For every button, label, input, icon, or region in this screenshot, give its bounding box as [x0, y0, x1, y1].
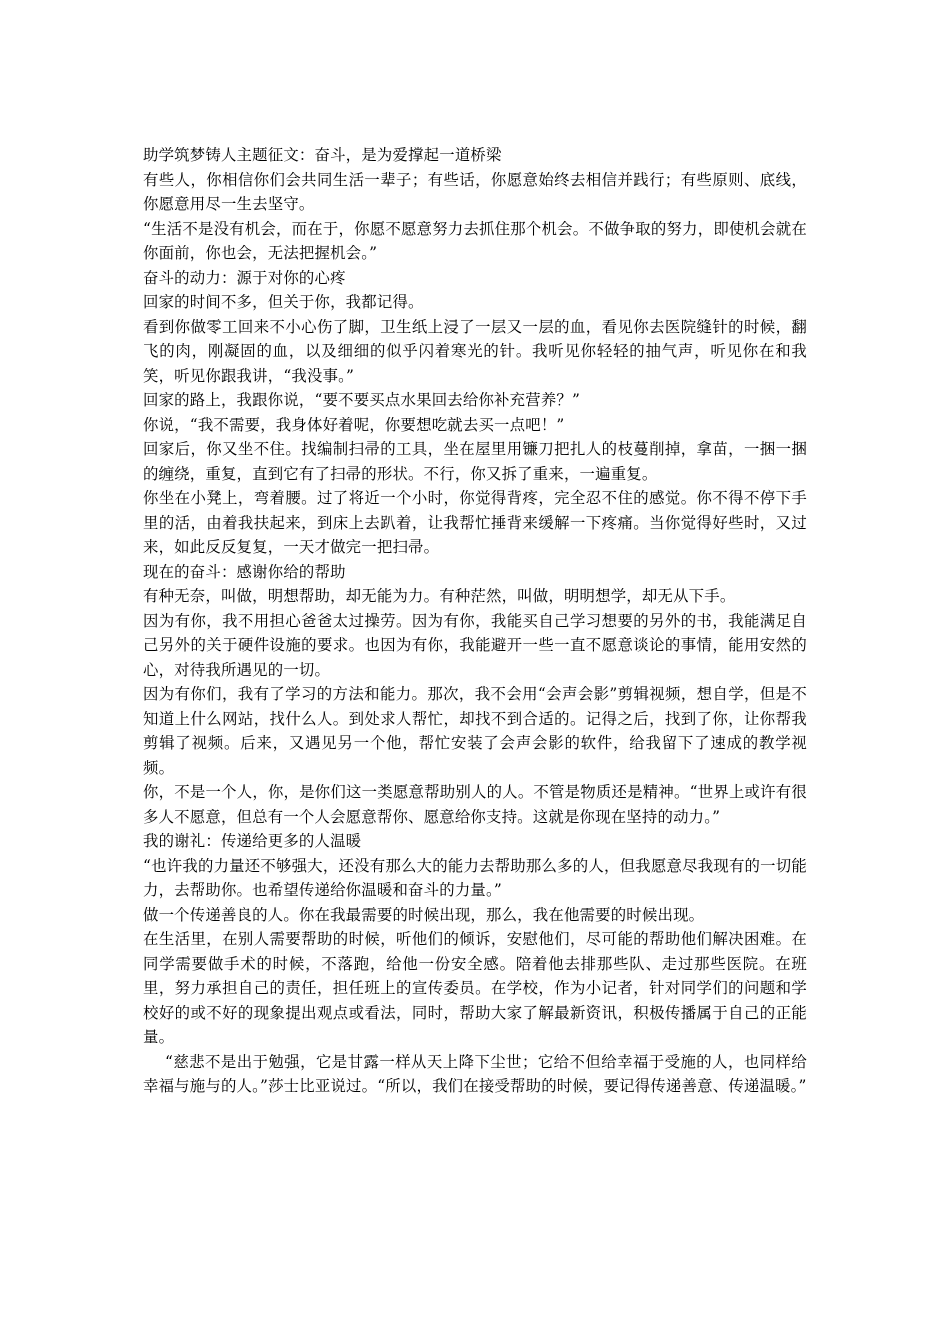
paragraph: “生活不是没有机会，而在于，你愿不愿意努力去抓住那个机会。不做争取的努力，即使机会就在你面前，你也会，无法把握机会。”	[143, 219, 807, 262]
closing-quote-paragraph: “慈悲不是出于勉强，它是甘露一样从天上降下尘世；它给不但给幸福于受施的人，也同样给幸福与施与的人。”莎士比亚说过。“所以，我们在接受帮助的时候，要记得传递善意、传递温暖。”	[143, 1052, 807, 1095]
paragraph: 因为有你，我不用担心爸爸太过操劳。因为有你，我能买自己学习想要的另外的书，我能满足自己另外的关于硬件设施的要求。也因为有你，我能避开一些一直不愿意谈论的事情，能用安然的心，对待我所遇见的一切。	[143, 611, 807, 679]
paragraph: 你说，“我不需要，我身体好着呢，你要想吃就去买一点吧！”	[143, 415, 565, 434]
paragraph: 在生活里，在别人需要帮助的时候，听他们的倾诉，安慰他们，尽可能的帮助他们解决困难。在同学需要做手术的时候，不落跑，给他一份安全感。陪着他去排那些队、走过那些医院。在班里，努力承担自己的责任，担任班上的宣传委员。在学校，作为小记者，针对同学们的问题和学校好的或不好的现象提出观点或看法，同时，帮助大家了解最新资讯，积极传播属于自己的正能量。	[143, 930, 807, 1046]
paragraph: 你坐在小凳上，弯着腰。过了将近一个小时，你觉得背疼，完全忍不住的感觉。你不得不停下手里的活，由着我扶起来，到床上去趴着，让我帮忙捶背来缓解一下疼痛。当你觉得好些时，又过来，如此反反复复，一天才做完一把扫帚。	[143, 489, 807, 556]
section-heading: 奋斗的动力：源于对你的心疼	[143, 268, 346, 287]
paragraph: 回家后，你又坐不住。找编制扫帚的工具，坐在屋里用镰刀把扎人的枝蔓削掉，拿苗，一捆一捆的缠绕，重复，直到它有了扫帚的形状。不行，你又拆了重来，一遍重复。	[143, 440, 807, 483]
paragraph: 回家的时间不多，但关于你，我都记得。	[143, 293, 424, 311]
paragraph: “也许我的力量还不够强大，还没有那么大的能力去帮助那么多的人，但我愿意尽我现有的一切能力，去帮助你。也希望传递给你温暖和奋斗的力量。”	[143, 856, 807, 899]
paragraph: 有些人，你相信你们会共同生活一辈子；有些话，你愿意始终去相信并践行；有些原则、底线，你愿意用尽一生去坚守。	[143, 170, 807, 213]
paragraph: 因为有你们，我有了学习的方法和能力。那次，我不会用“会声会影”剪辑视频，想自学，但是不知道上什么网站，找什么人。到处求人帮忙，却找不到合适的。记得之后，找到了你，让你帮我剪辑了视频。后来，又遇见另一个他，帮忙安装了会声会影的软件，给我留下了速成的教学视频。	[143, 685, 807, 777]
document-page	[143, 143, 807, 1099]
paragraph: 有种无奈，叫做，明想帮助，却无能为力。有种茫然，叫做，明明想学，却无从下手。	[143, 587, 736, 605]
section-heading: 我的谢礼：传递给更多的人温暖	[143, 832, 362, 850]
paragraph: 看到你做零工回来不小心伤了脚，卫生纸上浸了一层又一层的血，看见你去医院缝针的时候，翻飞的肉，刚凝固的血，以及细细的似乎闪着寒光的针。我听见你轻轻的抽气声，听见你在和我笑，听见你跟我讲，“我没事。”	[143, 317, 807, 385]
paragraph: 你，不是一个人，你，是你们这一类愿意帮助别人的人。不管是物质还是精神。“世界上或许有很多人不愿意，但总有一个人会愿意帮你、愿意给你支持。这就是你现在坚持的动力。”	[143, 783, 807, 826]
section-heading: 现在的奋斗：感谢你给的帮助	[143, 562, 346, 581]
paragraph: 做一个传递善良的人。你在我最需要的时候出现，那么，我在他需要的时候出现。	[143, 905, 705, 924]
paragraph: 回家的路上，我跟你说，“要不要买点水果回去给你补充营养？”	[143, 391, 581, 409]
document-title: 助学筑梦铸人主题征文：奋斗，是为爱撑起一道桥梁	[143, 146, 502, 164]
